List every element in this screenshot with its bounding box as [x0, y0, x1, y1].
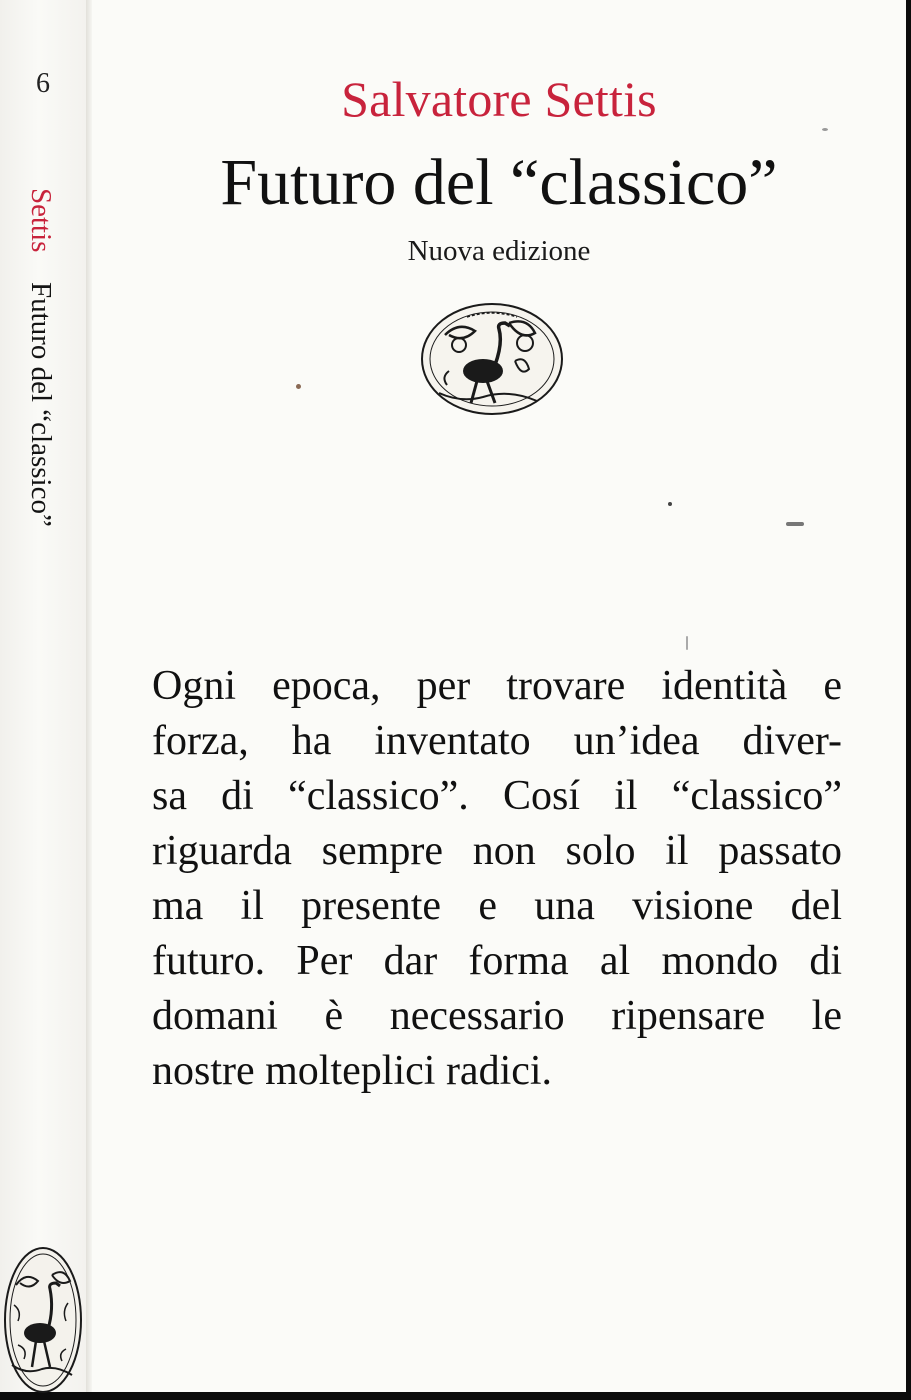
- spine-volume-number: 6: [36, 68, 50, 99]
- blurb-line: riguarda sempre non solo il passato: [152, 828, 842, 874]
- blurb-line: Ogni epoca, per trovare identità e: [152, 663, 842, 709]
- blurb-line: domani è necessario ripensare le: [152, 993, 842, 1039]
- blurb-line: nostre molteplici radici.: [152, 1048, 553, 1094]
- blurb-line: sa di “classico”. Cosí il “classico”: [152, 773, 842, 819]
- blurb-line: forza, ha inventato un’idea diver-: [152, 718, 842, 764]
- spine-author: Settis: [25, 188, 57, 253]
- cover-subtitle: Nuova edizione: [407, 235, 591, 267]
- ostrich-emblem-icon: [419, 301, 565, 422]
- paper-speck: [296, 384, 301, 389]
- paper-speck: [668, 502, 672, 506]
- cover-title: Futuro del “classico”: [220, 146, 778, 219]
- cover-author: Salvatore Settis: [341, 71, 657, 127]
- spine-title: Futuro del “classico”: [25, 281, 57, 527]
- ostrich-emblem-icon: [2, 1245, 84, 1400]
- paper-speck: [822, 128, 828, 131]
- back-cover-blurb: [152, 659, 842, 1099]
- book-spine: [0, 0, 86, 1392]
- spine-text: [26, 188, 55, 527]
- blurb-line: futuro. Per dar forma al mondo di: [152, 938, 842, 984]
- paper-speck: [786, 522, 804, 526]
- blurb-line: ma il presente e una visione del: [152, 883, 842, 929]
- paper-speck: [686, 636, 688, 650]
